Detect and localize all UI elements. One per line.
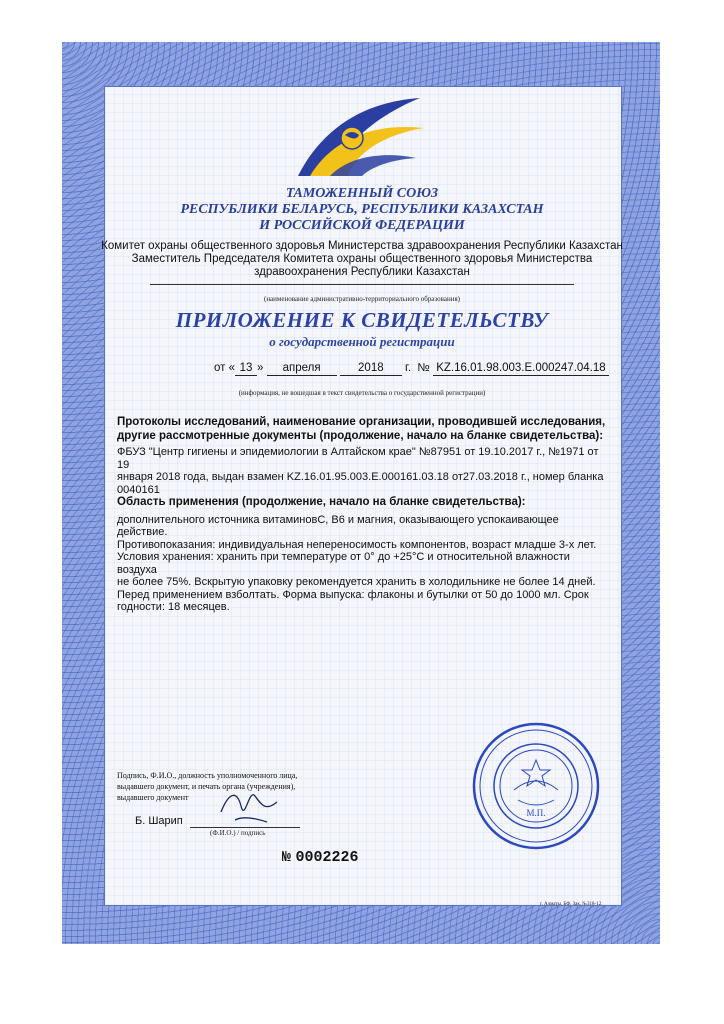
union-title bbox=[150, 186, 574, 234]
date-number-line bbox=[214, 362, 609, 376]
seal-mp: М.П. bbox=[526, 808, 546, 818]
protocols-section bbox=[117, 416, 607, 496]
handwritten-signature bbox=[215, 782, 285, 830]
scope-section bbox=[117, 496, 607, 614]
date-year: 2018 bbox=[340, 362, 402, 376]
signature-line bbox=[190, 827, 300, 828]
scope-line-3: Условия хранения: хранить при температуре от 0° до +25°С и относительной влажности воздуха bbox=[117, 551, 570, 576]
serial-number bbox=[282, 848, 358, 866]
printer-note: г. Алматы, БФ. Зак. №318-12. bbox=[540, 902, 603, 907]
date-month: апреля bbox=[267, 362, 337, 376]
authority-underline bbox=[150, 284, 574, 285]
signatory-name-caption: (Ф.И.О.) / подпись bbox=[210, 829, 266, 837]
date-day: 13 bbox=[235, 362, 257, 376]
date-prefix: от « bbox=[214, 362, 236, 374]
document-title: ПРИЛОЖЕНИЕ К СВИДЕТЕЛЬСТВУ bbox=[175, 308, 549, 332]
serial-value: 0002226 bbox=[295, 849, 359, 866]
customs-union-logo bbox=[290, 92, 430, 184]
signature-caption-2: выдавшего документ, и печать органа (учреждения), bbox=[117, 782, 296, 791]
protocols-body-2: января 2018 года, выдан взамен KZ.16.01.95.003.E.000161.03.18 от27.03.2018 г., номер бланка bbox=[117, 471, 604, 483]
signature-caption-3: выдавшего документ bbox=[117, 793, 189, 802]
union-line-2: РЕСПУБЛИКИ БЕЛАРУСЬ, РЕСПУБЛИКИ КАЗАХСТАН bbox=[180, 202, 544, 217]
authority-line-3: здравоохранения Республики Казахстан bbox=[254, 266, 470, 278]
info-caption: (информация, не вошедшая в текст свидетельства о государственной регистрации) bbox=[238, 389, 486, 397]
authority-caption: (наименование административно-территориального образования) bbox=[263, 295, 460, 303]
authority-line-2: Заместитель Председателя Комитета охраны общественного здоровья Министерства bbox=[131, 253, 593, 265]
scope-line-6: годности: 18 месяцев. bbox=[117, 601, 230, 613]
date-quote-close: » bbox=[257, 362, 264, 374]
signature-caption-1: Подпись, Ф.И.О., должность уполномоченного лица, bbox=[117, 771, 298, 780]
date-year-suffix: г. bbox=[405, 362, 412, 374]
number-sign: № bbox=[417, 362, 430, 374]
protocols-body-1: ФБУЗ "Центр гигиены и эпидемиологии в Алтайском крае" №87951 от 19.10.2017 г., №1971 от 19 bbox=[117, 446, 599, 471]
scope-line-1: дополнительного источника витаминовС, В6 и магния, оказывающего успокаивающее действие. bbox=[117, 513, 559, 538]
certificate-number: KZ.16.01.98.003.E.000247.04.18 bbox=[433, 362, 609, 376]
scope-line-4: не более 75%. Вскрытую упаковку рекомендуется хранить в холодильнике не более 14 дней. bbox=[117, 576, 596, 588]
official-seal bbox=[470, 720, 602, 852]
document-subtitle: о государственной регистрации bbox=[269, 334, 455, 349]
protocols-heading-1: Протоколы исследований, наименование организации, проводившей исследования, bbox=[117, 416, 606, 428]
scope-line-5: Перед применением взболтать. Форма выпуска: флаконы и бутылки от 50 до 1000 мл. Срок bbox=[117, 588, 589, 601]
scope-line-2: Противопоказания: индивидуальная непереносимость компонентов, возраст младше 3-х лет. bbox=[117, 538, 597, 551]
authority-line-1: Комитет охраны общественного здоровья Министерства здравоохранения Республики Казахстан bbox=[101, 240, 623, 252]
protocols-body-3: 0040161 bbox=[117, 483, 160, 496]
union-line-3: И РОССИЙСКОЙ ФЕДЕРАЦИИ bbox=[259, 218, 465, 233]
signatory-name: Б. Шарип bbox=[135, 815, 183, 827]
scope-heading: Область применения (продолжение, начало на бланке свидетельства): bbox=[117, 496, 526, 508]
protocols-heading-2: другие рассмотренные документы (продолжение, начало на бланке свидетельства): bbox=[117, 429, 604, 442]
union-line-1: ТАМОЖЕННЫЙ СОЮЗ bbox=[285, 186, 439, 201]
issuing-authority bbox=[100, 240, 624, 279]
serial-sign: № bbox=[282, 849, 292, 866]
